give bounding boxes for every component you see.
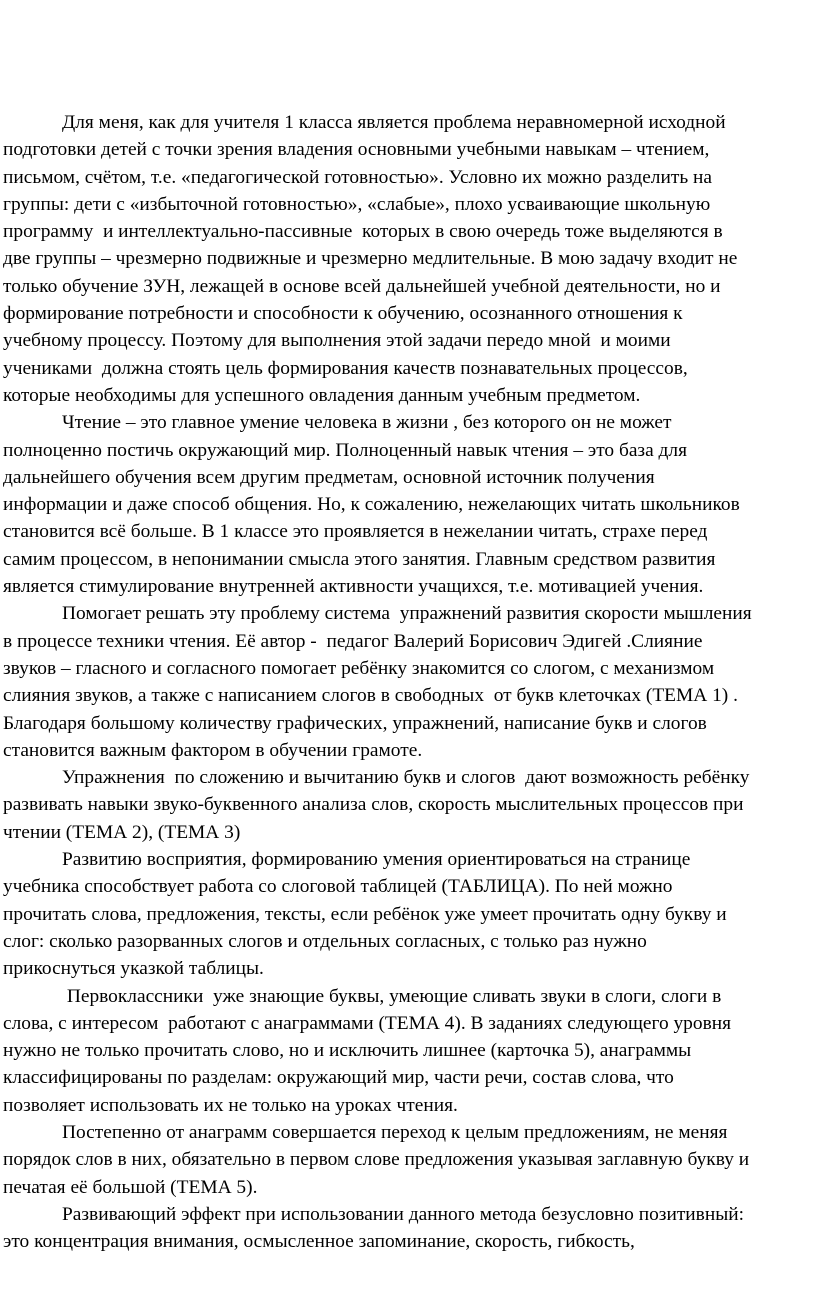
- text-line: Благодаря большому количеству графических, упражнений, написание букв и слогов: [3, 712, 707, 734]
- text-line: подготовки детей с точки зрения владения основными учебными навыкам – чтением,: [3, 139, 710, 161]
- paragraph: [0, 764, 816, 846]
- paragraph: [0, 600, 816, 764]
- text-line: которые необходимы для успешного овладения данным учебным предметом.: [3, 384, 641, 406]
- paragraph: [0, 983, 816, 1119]
- text-line: это концентрация внимания, осмысленное запоминание, скорость, гибкость,: [3, 1231, 635, 1253]
- text-line: слова, с интересом работают с анаграммами (ТЕМА 4). В заданиях следующего уровня: [3, 1012, 732, 1034]
- text-line: в процессе техники чтения. Её автор - педагог Валерий Борисович Эдигей .Слияние: [3, 630, 703, 652]
- text-line: слияния звуков, а также с написанием слогов в свободных от букв клеточках (ТЕМА 1) .: [3, 685, 738, 707]
- paragraph: [0, 109, 816, 409]
- text-line: программу и интеллектуально-пассивные которых в свою очередь тоже выделяются в: [3, 221, 723, 243]
- text-line: Чтение – это главное умение человека в жизни , без которого он не может: [62, 412, 672, 434]
- text-line: прочитать слова, предложения, тексты, если ребёнок уже умеет прочитать одну букву и: [3, 903, 727, 925]
- paragraph: [0, 409, 816, 600]
- text-line: Развитию восприятия, формированию умения ориентироваться на странице: [62, 849, 691, 871]
- text-line: письмом, счётом, т.е. «педагогической готовностью». Условно их можно разделить на: [3, 166, 713, 188]
- paragraph: [0, 1119, 816, 1201]
- text-line: становится важным фактором в обучении грамоте.: [3, 739, 423, 761]
- text-line: прикоснуться указкой таблицы.: [3, 958, 264, 980]
- text-line: дальнейшего обучения всем другим предметам, основной источник получения: [3, 466, 655, 488]
- text-line: Для меня, как для учителя 1 класса является проблема неравномерной исходной: [62, 112, 726, 133]
- text-line: Развивающий эффект при использовании данного метода безусловно позитивный:: [62, 1203, 744, 1225]
- text-line: звуков – гласного и согласного помогает ребёнку знакомится со слогом, с механизмом: [3, 657, 715, 679]
- text-line: группы: дети с «избыточной готовностью», «слабые», плохо усваивающие школьную: [3, 193, 711, 215]
- text-line: позволяет использовать их не только на уроках чтения.: [3, 1094, 458, 1116]
- text-line: становится всё больше. В 1 классе это проявляется в нежелании читать, страхе перед: [3, 521, 708, 543]
- text-line: Упражнения по сложению и вычитанию букв и слогов дают возможность ребёнку: [62, 767, 750, 789]
- text-line: чтении (ТЕМА 2), (ТЕМА 3): [3, 821, 241, 843]
- text-line: нужно не только прочитать слово, но и исключить лишнее (карточка 5), анаграммы: [3, 1040, 692, 1062]
- text-line: формирование потребности и способности к обучению, осознанного отношения к: [3, 303, 683, 325]
- text-line: Помогает решать эту проблему система упражнений развития скорости мышления: [62, 603, 752, 625]
- text-line: полноценно постичь окружающий мир. Полноценный навык чтения – это база для: [3, 439, 688, 461]
- text-line: Первоклассники уже знающие буквы, умеющие сливать звуки в слоги, слоги в: [62, 985, 722, 1007]
- text-line: учениками должна стоять цель формирования качеств познавательных процессов,: [3, 357, 688, 379]
- text-line: Постепенно от анаграмм совершается переход к целым предложениям, не меняя: [62, 1121, 728, 1143]
- text-line: учебному процессу. Поэтому для выполнения этой задачи передо мной и моими: [3, 330, 671, 352]
- text-line: информации и даже способ общения. Но, к сожалению, нежелающих читать школьников: [3, 494, 740, 516]
- paragraph: [0, 846, 816, 982]
- text-line: является стимулирование внутренней активности учащихся, т.е. мотивацией учения.: [3, 576, 704, 598]
- text-line: учебника способствует работа со слоговой таблицей (ТАБЛИЦА). По ней можно: [3, 876, 673, 898]
- text-line: самим процессом, в непонимании смысла этого занятия. Главным средством развития: [3, 548, 716, 570]
- text-line: только обучение ЗУН, лежащей в основе всей дальнейшей учебной деятельности, но и: [3, 275, 721, 297]
- text-line: развивать навыки звуко-буквенного анализа слов, скорость мыслительных процессов при: [3, 794, 744, 816]
- text-line: две группы – чрезмерно подвижные и чрезмерно медлительные. В мою задачу входит не: [3, 248, 738, 270]
- text-line: слог: сколько разорванных слогов и отдельных согласных, с только раз нужно: [3, 930, 647, 952]
- text-line: классифицированы по разделам: окружающий мир, части речи, состав слова, что: [3, 1067, 674, 1089]
- text-line: печатая её большой (ТЕМА 5).: [3, 1176, 258, 1198]
- document-body: [0, 109, 816, 1255]
- text-line: порядок слов в них, обязательно в первом слове предложения указывая заглавную букву и: [3, 1149, 750, 1171]
- paragraph: [0, 1201, 816, 1256]
